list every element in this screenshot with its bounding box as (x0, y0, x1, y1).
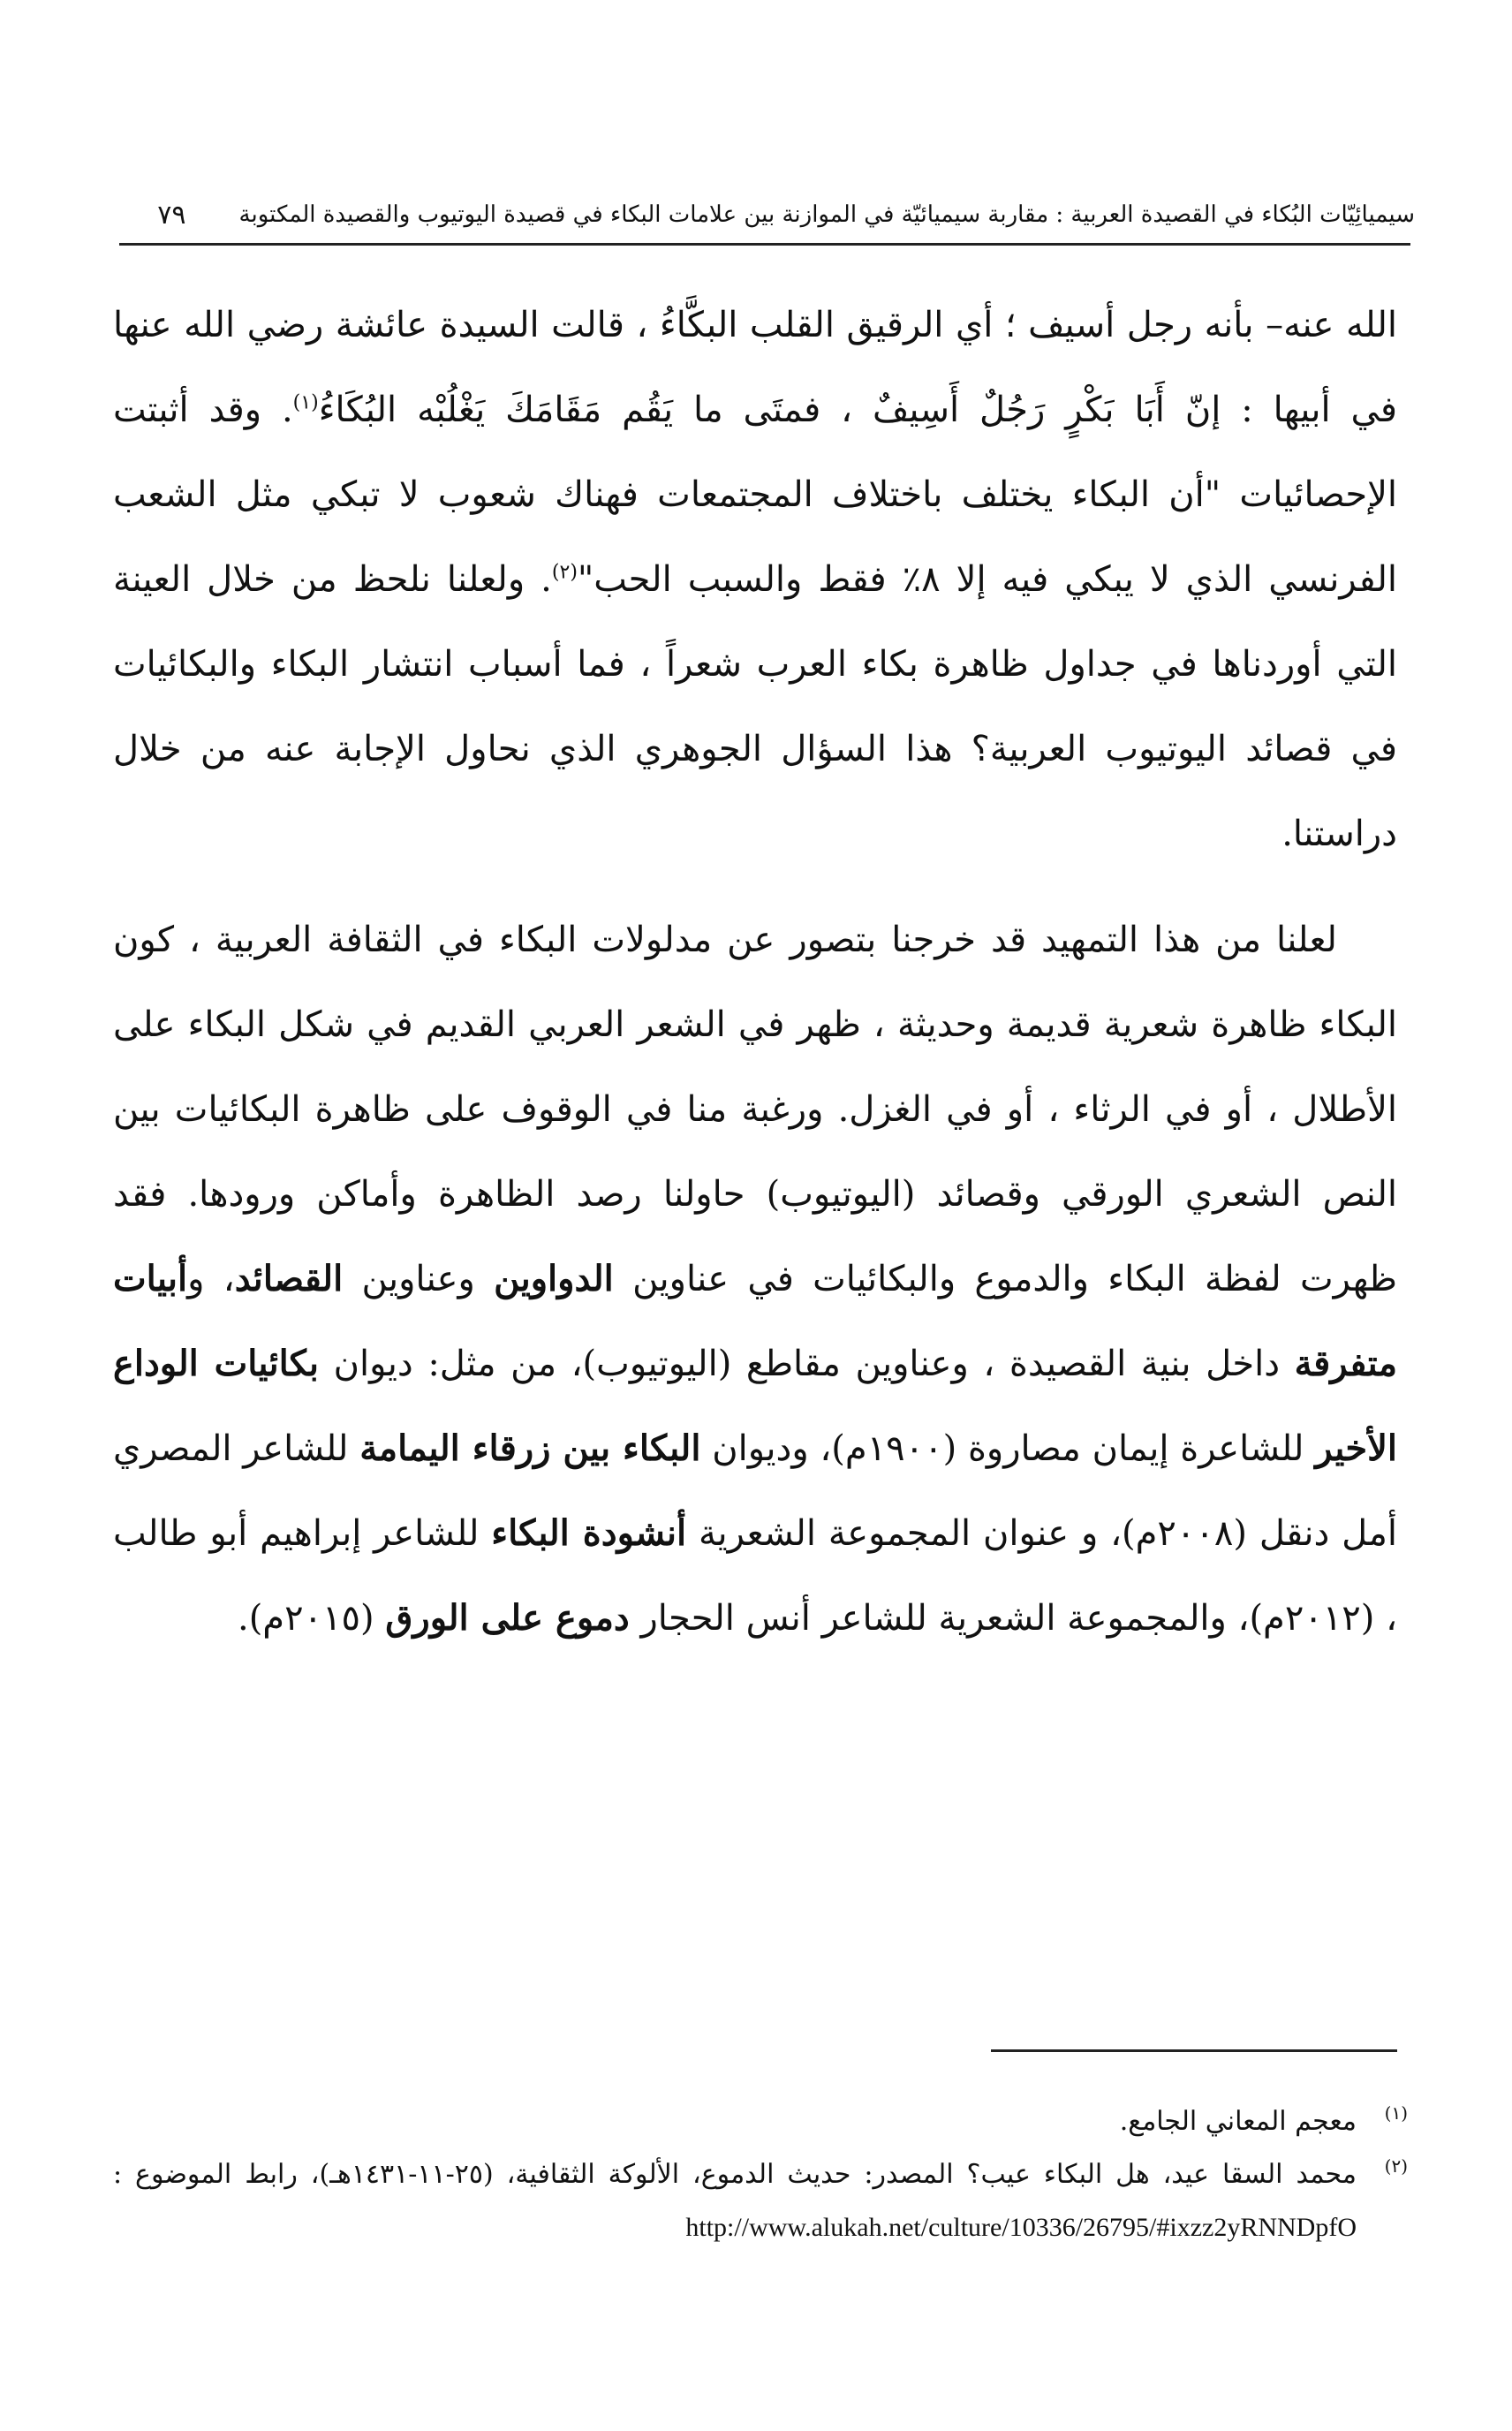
footnote-rule (991, 2049, 1397, 2052)
footnotes (113, 2095, 1408, 2254)
paragraph-1-text-a: الله عنه– بأنه رجل أسيف ؛ أي الرقيق القلب البكَّاءُ ، قالت السيدة عائشة رضي الله عنها في أبيها : إنّ أَبَا بَكْرٍ رَجُلٌ أَسِيفٌ ، فمتَى ما يَقُم مَقَامَكَ يَغْلُبْه البُكَاءُ (113, 305, 1397, 430)
running-header (97, 193, 1415, 237)
bold-title-bukaiyat-alwada: بكائيات الوداع الأخير (113, 1343, 1398, 1469)
paragraph-2-text-h: (٢٠١٥م). (237, 1598, 386, 1639)
paragraph-2-text-f: للشاعر المصري أمل دنقل (٢٠٠٨م)، و عنوان المجموعة الشعرية (113, 1428, 1397, 1554)
bold-term-abyat: أبيات متفرقة (113, 1258, 1398, 1384)
footnote-1 (113, 2095, 1408, 2148)
running-header-title: سيميائِيّات البُكاء في القصيدة العربية : مقاربة سيميائيّة في الموازنة بين علامات البكاء في قصيدة اليوتيوب والقصيدة المكتوبة (238, 201, 1415, 228)
paragraph-2 (113, 897, 1397, 1661)
paragraph-2-text-e: للشاعرة إيمان مصاروة (١٩٠٠م)، وديوان (700, 1428, 1316, 1469)
footnote-2-text: محمد السقا عيد، هل البكاء عيب؟ المصدر: حديث الدموع، الألوكة الثقافية، (٢٥-١١-١٤٣١هـ)، رابط الموضوع : (113, 2159, 1357, 2190)
footnote-2-body (113, 2148, 1357, 2254)
page-number: ٧٩ (157, 199, 186, 231)
header-rule (119, 243, 1410, 246)
paragraph-2-text-a: لعلنا من هذا التمهيد قد خرجنا بتصور عن مدلولات البكاء في الثقافة العربية ، كون البكاء ظاهرة شعرية قديمة وحديثة ، ظهر في الشعر العربي القديم في شكل البكاء على الأطلال ، أو في الرثاء ، أو في الغزل. ورغبة منا في الوقوف على ظاهرة البكائيات بين النص الشعري الورقي وقصائد (اليوتيوب) حاولنا رصد الظاهرة وأماكن ورودها. فقد ظهرت لفظة البكاء والدموع والبكائيات في عناوين (113, 920, 1398, 1299)
footnote-1-mark: (١) (1384, 2102, 1408, 2124)
paragraph-1-text-c: . ولعلنا نلحظ من خلال العينة التي أوردناها في جداول ظاهرة بكاء العرب شعراً ، فما أسباب انتشار البكاء والبكائيات في قصائد اليوتيوب العربية؟ هذا السؤال الجوهري الذي نحاول الإجابة عنه من خلال دراستنا. (113, 559, 1397, 854)
bold-term-dawawin: الدواوين (494, 1258, 614, 1299)
paragraph-1-text-b: . وقد أثبتت الإحصائيات "أن البكاء يختلف باختلاف المجتمعات فهناك شعوب لا تبكي مثل الشعب الفرنسي الذي لا يبكي فيه إلا ٨٪ فقط والسبب الحب" (113, 390, 1397, 600)
paragraph-2-text-b: وعناوين (343, 1259, 495, 1299)
bold-term-qasaid: القصائد (234, 1258, 344, 1299)
bold-title-anshudat-albuka: أنشودة البكاء (491, 1512, 687, 1554)
footnote-ref-1: (١) (292, 391, 319, 414)
main-text (113, 283, 1397, 1661)
bold-title-albuka-bayn: البكاء بين زرقاء اليمامة (359, 1428, 701, 1469)
paragraph-2-text-c: ، و (187, 1259, 235, 1299)
bold-title-dumu-ala-alwaraq: دموع على الورق (385, 1597, 630, 1639)
footnote-ref-2: (٢) (551, 561, 578, 584)
footnote-2-url: http://www.alukah.net/culture/10336/26795/#ixzz2yRNNDpfO (685, 2213, 1357, 2242)
footnote-2 (113, 2148, 1408, 2254)
paragraph-1 (113, 283, 1397, 876)
paragraph-2-text-g: للشاعر إبراهيم أبو طالب ، (٢٠١٢م)، والمجموعة الشعرية للشاعر أنس الحجار (113, 1513, 1397, 1639)
footnote-2-mark: (٢) (1384, 2155, 1408, 2177)
paragraph-2-text-d: داخل بنية القصيدة ، وعناوين مقاطع (اليوتيوب)، من مثل: ديوان (319, 1344, 1295, 1384)
footnote-1-text: معجم المعاني الجامع. (1119, 2106, 1357, 2137)
